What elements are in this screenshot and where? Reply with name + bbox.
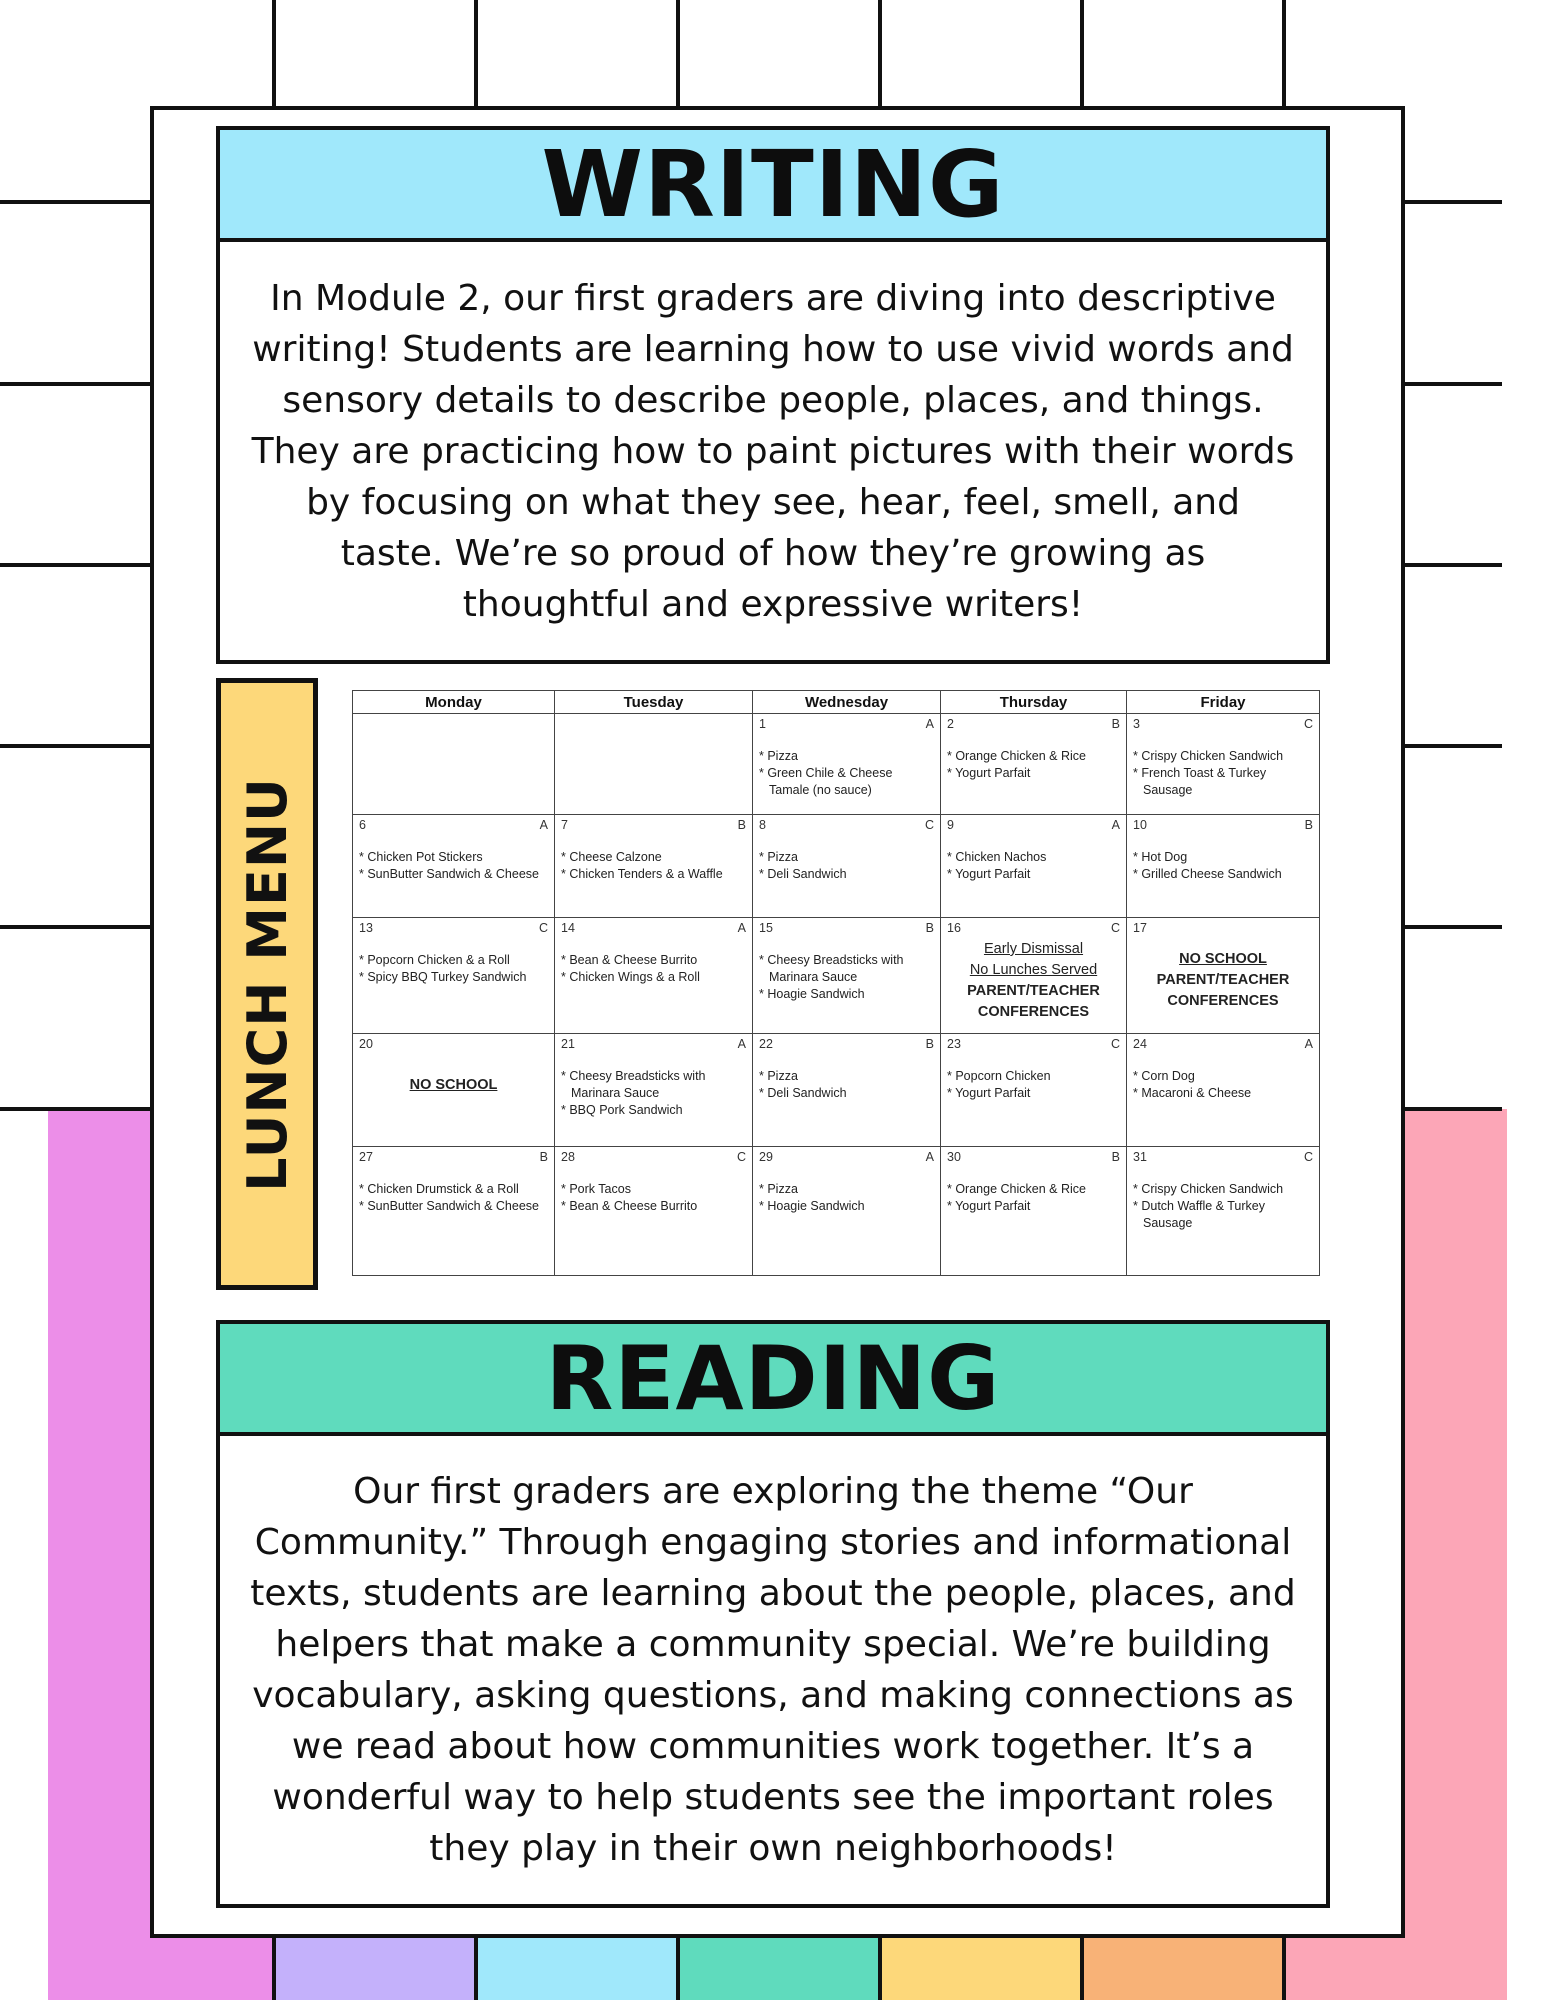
day-header: Friday xyxy=(1127,691,1320,714)
menu-code: C xyxy=(1303,1150,1313,1164)
menu-item: * Chicken Tenders & a Waffle xyxy=(561,867,723,881)
day-number: 15 xyxy=(759,921,773,935)
menu-item: * Orange Chicken & Rice xyxy=(947,749,1086,763)
special-notice: CONFERENCES xyxy=(977,1004,1090,1020)
calendar-day-cell xyxy=(753,918,941,1034)
menu-item: * Pizza xyxy=(759,1069,798,1083)
day-number: 16 xyxy=(947,921,961,935)
menu-item: * Green Chile & Cheese Tamale (no sauce) xyxy=(759,766,893,797)
menu-item: * Corn Dog xyxy=(1133,1069,1195,1083)
menu-item: * Dutch Waffle & Turkey Sausage xyxy=(1133,1199,1265,1230)
day-number: 8 xyxy=(759,818,766,832)
calendar-day-cell xyxy=(353,1147,555,1276)
calendar-day-cell xyxy=(1127,1034,1320,1147)
day-number: 9 xyxy=(947,818,954,832)
stripe-5 xyxy=(1082,1938,1284,2000)
day-header: Wednesday xyxy=(753,691,941,714)
menu-item: * Deli Sandwich xyxy=(759,867,847,881)
menu-item: * Cheesy Breadsticks with Marinara Sauce xyxy=(561,1069,706,1100)
lunch-menu-title: LUNCH MENU xyxy=(235,776,299,1192)
menu-item: * SunButter Sandwich & Cheese xyxy=(359,1199,539,1213)
writing-title: WRITING xyxy=(220,130,1326,242)
day-number: 10 xyxy=(1133,818,1147,832)
menu-item: * Pizza xyxy=(759,1182,798,1196)
lunch-menu-tab xyxy=(216,678,318,1290)
special-notice: Early Dismissal xyxy=(983,941,1084,957)
day-number: 24 xyxy=(1133,1037,1147,1051)
menu-item: * Orange Chicken & Rice xyxy=(947,1182,1086,1196)
calendar-day-cell xyxy=(555,714,753,815)
menu-code: C xyxy=(924,818,934,832)
menu-item: * Cheesy Breadsticks with Marinara Sauce xyxy=(759,953,904,984)
day-number: 23 xyxy=(947,1037,961,1051)
menu-item: * Popcorn Chicken & a Roll xyxy=(359,953,510,967)
day-header: Tuesday xyxy=(555,691,753,714)
menu-code: B xyxy=(1111,717,1120,731)
menu-code: B xyxy=(925,1037,934,1051)
calendar-header-row xyxy=(353,691,1320,714)
day-number: 22 xyxy=(759,1037,773,1051)
day-number: 31 xyxy=(1133,1150,1147,1164)
calendar-day-cell xyxy=(941,1034,1127,1147)
menu-item: * Deli Sandwich xyxy=(759,1086,847,1100)
menu-item: * Yogurt Parfait xyxy=(947,1086,1031,1100)
menu-code: A xyxy=(737,1037,746,1051)
calendar-day-cell xyxy=(941,815,1127,918)
menu-item: * Macaroni & Cheese xyxy=(1133,1086,1252,1100)
calendar-day-cell xyxy=(753,815,941,918)
menu-code: C xyxy=(538,921,548,935)
menu-code: B xyxy=(539,1150,548,1164)
day-number: 1 xyxy=(759,717,766,731)
day-header: Thursday xyxy=(941,691,1127,714)
calendar-day-cell xyxy=(555,918,753,1034)
menu-item: * French Toast & Turkey Sausage xyxy=(1133,766,1267,797)
menu-code: A xyxy=(925,717,934,731)
day-number: 13 xyxy=(359,921,373,935)
day-number: 27 xyxy=(359,1150,373,1164)
menu-item: * Chicken Nachos xyxy=(947,850,1047,864)
stripe-2 xyxy=(476,1938,678,2000)
special-notice: PARENT/TEACHER xyxy=(1156,972,1290,988)
menu-item: * Crispy Chicken Sandwich xyxy=(1133,749,1284,763)
calendar-day-cell xyxy=(353,1034,555,1147)
stripe-1 xyxy=(274,1938,476,2000)
calendar-day-cell xyxy=(1127,714,1320,815)
calendar-day-cell xyxy=(555,815,753,918)
menu-code: C xyxy=(1110,1037,1120,1051)
calendar-day-cell xyxy=(941,1147,1127,1276)
menu-item: * Pizza xyxy=(759,749,798,763)
special-notice: PARENT/TEACHER xyxy=(967,983,1100,999)
calendar-day-cell xyxy=(753,714,941,815)
menu-item: * Hot Dog xyxy=(1133,850,1188,864)
day-number: 2 xyxy=(947,717,954,731)
calendar-day-cell xyxy=(353,815,555,918)
writing-section xyxy=(216,126,1330,664)
menu-code: A xyxy=(1111,818,1120,832)
day-number: 3 xyxy=(1133,717,1140,731)
calendar-day-cell xyxy=(941,714,1127,815)
menu-item: * BBQ Pork Sandwich xyxy=(561,1103,683,1117)
calendar-day-cell xyxy=(753,1034,941,1147)
menu-item: * Bean & Cheese Burrito xyxy=(561,1199,698,1213)
day-number: 7 xyxy=(561,818,568,832)
calendar-day-cell xyxy=(1127,918,1320,1034)
lunch-menu-calendar xyxy=(352,690,1320,1276)
calendar-day-cell xyxy=(353,918,555,1034)
calendar-day-cell xyxy=(555,1034,753,1147)
menu-code: C xyxy=(736,1150,746,1164)
day-number: 30 xyxy=(947,1150,961,1164)
day-header: Monday xyxy=(353,691,555,714)
calendar-week-row xyxy=(353,1147,1320,1276)
menu-item: * Crispy Chicken Sandwich xyxy=(1133,1182,1284,1196)
menu-item: * Grilled Cheese Sandwich xyxy=(1133,867,1282,881)
stripe-3 xyxy=(678,1938,880,2000)
writing-body: In Module 2, our first graders are diving into descriptive writing! Students are learning how to use vivid words and sensory details to describe people, places, and things. They are practicing how to paint pictures with their words by focusing on what they see, hear, feel, smell, and taste. We’re so proud of how they’re growing as thoughtful and expressive writers! xyxy=(251,277,1295,625)
day-number: 28 xyxy=(561,1150,575,1164)
menu-code: B xyxy=(737,818,746,832)
menu-item: * Popcorn Chicken xyxy=(947,1069,1051,1083)
menu-item: * Pork Tacos xyxy=(561,1182,631,1196)
reading-body: Our first graders are exploring the theme “Our Community.” Through engaging stories and informational texts, students are learning about the people, places, and helpers that make a community special. We’re building vocabulary, asking questions, and making connections as we read about how communities work together. It’s a wonderful way to help students see the important roles they play in their own neighborhoods! xyxy=(250,1471,1296,1869)
menu-code: A xyxy=(1304,1037,1313,1051)
menu-item: * Bean & Cheese Burrito xyxy=(561,953,698,967)
menu-code: A xyxy=(925,1150,934,1164)
menu-code: C xyxy=(1110,921,1120,935)
menu-item: * SunButter Sandwich & Cheese xyxy=(359,867,539,881)
day-number: 17 xyxy=(1133,921,1147,935)
special-notice: CONFERENCES xyxy=(1167,993,1279,1009)
special-notice: NO SCHOOL xyxy=(1179,951,1267,967)
menu-item: * Cheese Calzone xyxy=(561,850,662,864)
calendar-day-cell xyxy=(753,1147,941,1276)
newsletter-page xyxy=(150,106,1405,1938)
day-number: 6 xyxy=(359,818,366,832)
menu-code: B xyxy=(925,921,934,935)
day-number: 20 xyxy=(359,1037,373,1051)
menu-item: * Yogurt Parfait xyxy=(947,1199,1031,1213)
calendar-body xyxy=(353,714,1320,1276)
calendar-day-cell xyxy=(555,1147,753,1276)
calendar-day-cell xyxy=(1127,1147,1320,1276)
day-number: 21 xyxy=(561,1037,575,1051)
day-number: 14 xyxy=(561,921,575,935)
menu-item: * Hoagie Sandwich xyxy=(759,987,865,1001)
special-notice: No Lunches Served xyxy=(969,962,1098,978)
calendar-week-row xyxy=(353,918,1320,1034)
menu-item: * Chicken Wings & a Roll xyxy=(561,970,700,984)
menu-item: * Pizza xyxy=(759,850,798,864)
menu-code: A xyxy=(737,921,746,935)
menu-item: * Chicken Drumstick & a Roll xyxy=(359,1182,519,1196)
reading-title: READING xyxy=(220,1324,1326,1436)
menu-code: C xyxy=(1303,717,1313,731)
menu-item: * Spicy BBQ Turkey Sandwich xyxy=(359,970,527,984)
calendar-week-row xyxy=(353,815,1320,918)
menu-code: B xyxy=(1111,1150,1120,1164)
reading-section xyxy=(216,1320,1330,1908)
menu-item: * Yogurt Parfait xyxy=(947,766,1031,780)
menu-item: * Chicken Pot Stickers xyxy=(359,850,483,864)
calendar-week-row xyxy=(353,1034,1320,1147)
calendar-week-row xyxy=(353,714,1320,815)
menu-item: * Hoagie Sandwich xyxy=(759,1199,865,1213)
stripe-4 xyxy=(880,1938,1082,2000)
calendar-day-cell xyxy=(941,918,1127,1034)
menu-item: * Yogurt Parfait xyxy=(947,867,1031,881)
calendar-day-cell xyxy=(1127,815,1320,918)
menu-code: B xyxy=(1304,818,1313,832)
special-notice: NO SCHOOL xyxy=(409,1077,498,1093)
menu-code: A xyxy=(539,818,548,832)
day-number: 29 xyxy=(759,1150,773,1164)
calendar-day-cell xyxy=(353,714,555,815)
